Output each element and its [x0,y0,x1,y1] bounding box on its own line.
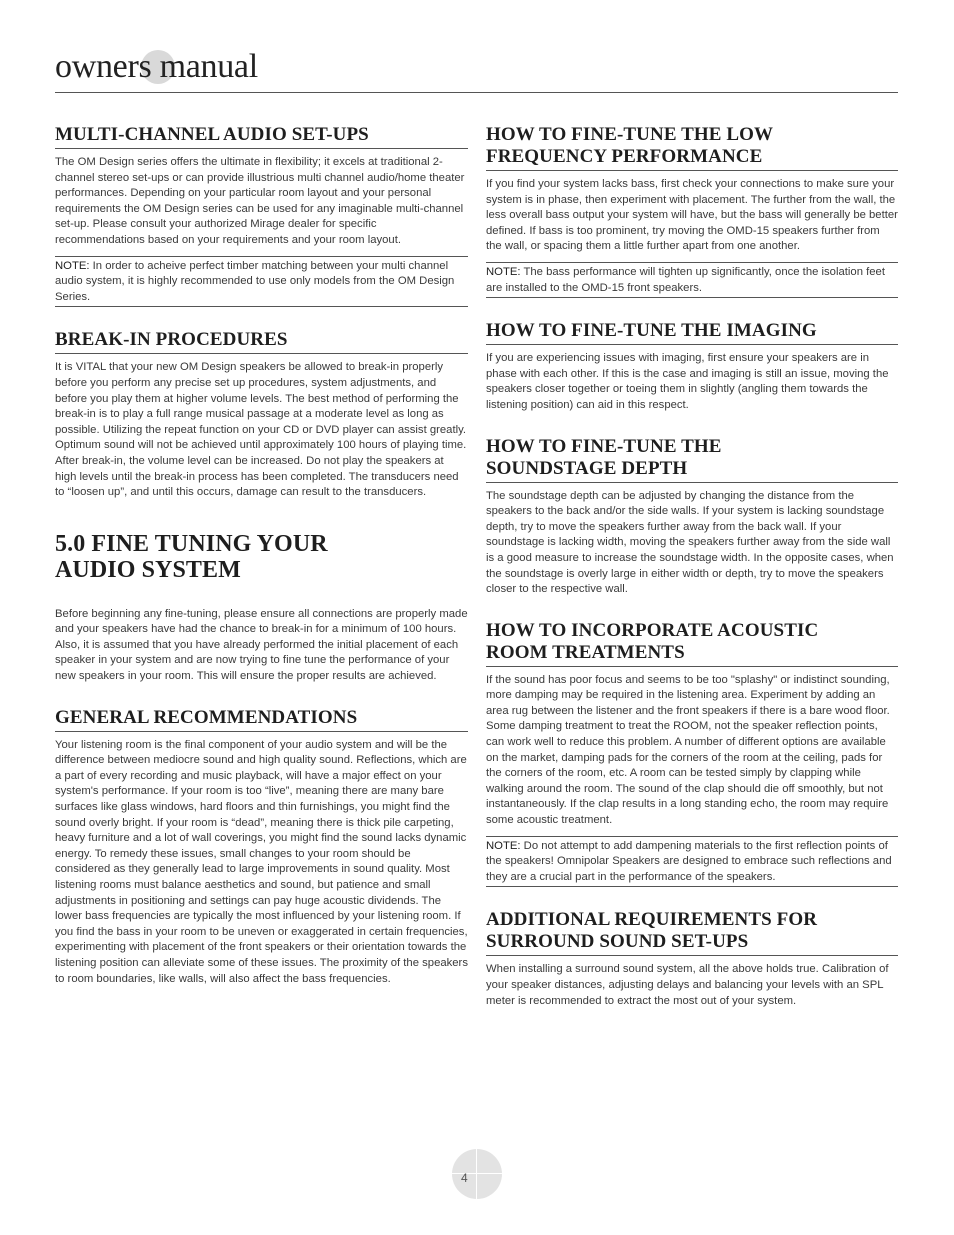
note-label: NOTE: [486,839,521,852]
section-heading-line1: ADDITIONAL REQUIREMENTS FOR [486,909,818,931]
section-heading: MULTI-CHANNEL AUDIO SET-UPS [55,124,468,149]
section-imaging [486,320,898,413]
note-text: Do not attempt to add dampening materials to the first reflection points of the speakers! Omnipolar Speakers are designed to embrace such reflections and they are a crucial part in the performance of the speakers. [486,839,892,883]
section-heading-line1: HOW TO FINE-TUNE THE [486,435,722,457]
section-acoustic-treatments [486,620,898,888]
note-text: In order to acheive perfect timber matching between your multi channel audio system, it is highly recommended to use only models from the OM Design Series. [55,259,455,303]
section-body: When installing a surround sound system, all the above holds true. Calibration of your speaker distances, adjusting delays and balancing your levels with an SPL meter is recommended to extract the most out of your system. [486,963,889,1007]
page-number-circle [452,1149,502,1199]
section-heading-line2: SOUNDSTAGE DEPTH [486,457,688,479]
section-heading [486,124,898,171]
section-heading [486,620,898,667]
section-body: Before beginning any fine-tuning, please ensure all connections are properly made and your speakers have had the chance to break-in for a minimum of 100 hours. Also, it is assumed that you have already performed the initial placement of each speaker in your system and are now trying to fine tune the performance of your new speakers in your room. This will ensure the proper results are achieved. [55,607,468,683]
left-column [55,124,468,1009]
page-title: owners manual [55,48,258,85]
note-box [486,262,898,298]
chapter-heading-line2: AUDIO SYSTEM [55,556,241,583]
section-body: The soundstage depth can be adjusted by changing the distance from the speakers to the back and/or the side walls. If your system is lacking soundstage depth, try to move the speakers further away from the back wall. If your soundstage is lacking width, moving the speakers further away from the side wall is a good measure to increase the soundstage width. In the opposite cases, when the soundstage is overly large in either width or depth, try to move the speakers closer to the respective wall. [486,489,894,596]
section-body: If the sound has poor focus and seems to be too "splashy" or indistinct sounding, more damping may be required in the listening area. Experiment by adding an area rug between the listener and the front speakers if there is a bare wood floor. Some damping treatment to treat the ROOM, not the speaker reflection points, can work well to reduce this problem. A number of different options are available on the market, damping pads for the corners of the room at the ceiling, pads for the corners of the room, etc. A room can be tested simply by clapping while walking around the room. The sound of the clap should die off smoothly, but not instantaneously. If the clap results in a long standing echo, the room may require some acoustic treatment. [486,673,890,827]
section-heading: BREAK-IN PROCEDURES [55,329,468,354]
note-box [486,836,898,888]
section-general-recommendations [55,707,468,988]
section-heading-line2: SURROUND SOUND SET-UPS [486,931,749,953]
section-heading: HOW TO FINE-TUNE THE IMAGING [486,320,898,345]
page-header [55,44,898,93]
section-body: The OM Design series offers the ultimate in flexibility; it excels at traditional 2-channel stereo set-ups or can provide illustrious multi channel audio/home theater performances. Depending on your particular room layout and your personal requirements the OM Design series can be used for any imaginable multi-channel set-up. Please consult your authorized Mirage dealer for specific recommendations based on your requirements and your room layout. [55,156,465,246]
note-text: The bass performance will tighten up significantly, once the isolation feet are installed to the OMD-15 front speakers. [486,265,885,294]
circle-divider-horizontal [452,1173,502,1174]
section-body: If you find your system lacks bass, first check your connections to make sure your system is in phase, then experiment with placement. The further from the wall, the less overall bass output your system will have, but the bass will generally be better defined. If bass is too prominent, try moving the OMD-15 speakers further from the wall, or spacing them a little further apart from one another. [486,178,898,253]
section-heading-line1: HOW TO INCORPORATE ACOUSTIC [486,619,819,641]
right-column [486,124,898,1031]
page-number: 4 [461,1171,468,1185]
section-heading-line2: FREQUENCY PERFORMANCE [486,146,763,167]
section-body: Your listening room is the final component of your audio system and will be the difference between mediocre sound and high quality sound. Reflections, which are a part of every recording and music playback, will have a major effect on your system's performance. If your room is too “live”, meaning there are many bare surfaces like glass windows, hard floors and thin furnishings, you might find the sound overly bright. If your room is “dead”, meaning there is thick pile carpeting, heavy furniture and a lot of wall coverings, you might find the sound lacks dynamic energy. To remedy these issues, small changes to your room should be considered as they generally lead to large improvements in sound quality. Most listening rooms must balance aesthetics and sound, but patience and small adjustments in positioning and settings can pay huge acoustic dividends. The lower bass frequencies are typically the most influenced by your listening room. If you find the bass in your room to be uneven or exaggerated in certain frequencies, experimenting with placement of the front speakers or their orientation towards the listening position can alleviate some of these issues. The proximity of the speakers to room boundaries, like walls, will also affect the bass frequencies. [55,738,468,985]
section-surround [486,909,898,1009]
note-label: NOTE: [486,265,521,278]
section-heading-line2: ROOM TREATMENTS [486,641,685,663]
section-breakin [55,329,468,500]
section-heading [486,436,898,483]
section-low-frequency [486,124,898,298]
chapter-heading [55,531,468,601]
section-body: If you are experiencing issues with imaging, first ensure your speakers are in phase with each other. If this is the case and imaging is still an issue, moving the speakers closer together or toeing them in slightly (angling them towards the listening position) can aid in this respect. [486,352,889,411]
section-heading-line1: HOW TO FINE-TUNE THE LOW [486,124,774,145]
section-soundstage [486,436,898,598]
section-multichannel [55,124,468,307]
circle-divider-vertical [476,1149,477,1199]
note-box [55,256,468,308]
chapter-heading-line1: 5.0 FINE TUNING YOUR [55,530,328,557]
section-body: It is VITAL that your new OM Design speakers be allowed to break-in properly before you perform any precise set up procedures, system adjustments, and before you play them at higher volume levels. The best method of performing the break-in is to play a full range musical passage at a moderate level as long as possible. Utilizing the repeat function on your CD or DVD player can assist greatly. Optimum sound will not be achieved until approximately 100 hours of playing time. After break-in, the volume level can be increased. Do not play the speakers at high levels until the break-in process has been completed. The transducers need to “loosen up”, and until this occurs, damage can result to the transducers. [55,361,467,499]
section-heading: GENERAL RECOMMENDATIONS [55,707,468,732]
section-fine-tuning [55,531,468,685]
section-heading [486,909,898,956]
note-label: NOTE: [55,259,90,272]
